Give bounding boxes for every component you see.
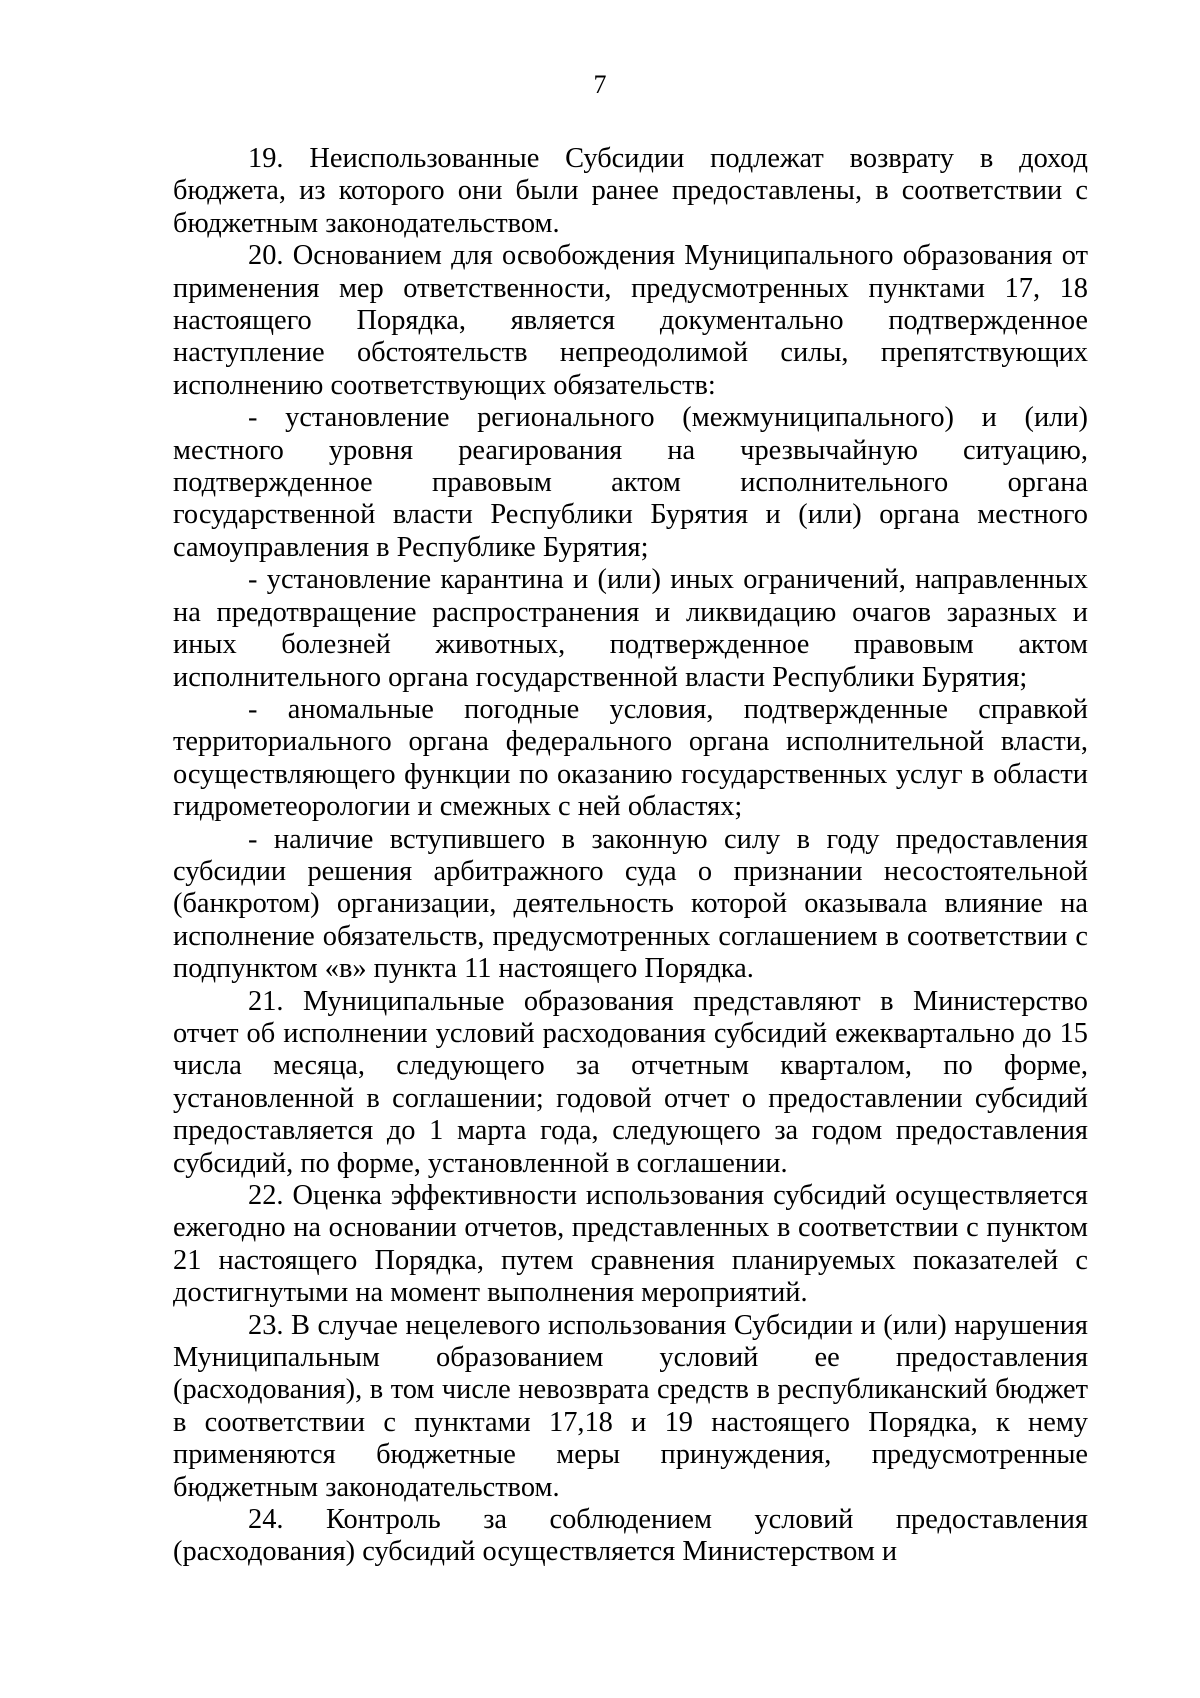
paragraph-21: 21. Муниципальные образования представляют в Министерство отчет об исполнении условий расходования субсидий ежеквартально до 15 числа месяца, следующего за отчетным кварталом, по форме, установленной в соглашении; годовой отчет о предоставлении субсидий предоставляется до 1 марта года, следующего за годом предоставления субсидий, по форме, установленной в соглашении. xyxy=(173,985,1088,1179)
paragraph-19: 19. Неиспользованные Субсидии подлежат возврату в доход бюджета, из которого они были ранее предоставлены, в соответствии с бюджетным законодательством. xyxy=(173,143,1088,239)
list-item-quarantine: - установление карантина и (или) иных ограничений, направленных на предотвращение распространения и ликвидацию очагов заразных и иных болезней животных, подтвержденное правовым актом исполнительного органа государственной власти Республики Бурятия; xyxy=(173,564,1088,693)
list-item-emergency: - установление регионального (межмуниципального) и (или) местного уровня реагирования на чрезвычайную ситуацию, подтвержденное правовым актом исполнительного органа государственной власти Республики Бурятия и (или) органа местного самоуправления в Республике Бурятия; xyxy=(173,402,1088,563)
paragraph-20: 20. Основанием для освобождения Муниципального образования от применения мер ответственности, предусмотренных пунктами 17, 18 настоящего Порядка, является документально подтвержденное наступление обстоятельств непреодолимой силы, препятствующих исполнению соответствующих обязательств: xyxy=(173,240,1088,401)
paragraph-22: 22. Оценка эффективности использования субсидий осуществляется ежегодно на основании отчетов, представленных в соответствии с пунктом 21 настоящего Порядка, путем сравнения планируемых показателей с достигнутыми на момент выполнения мероприятий. xyxy=(173,1180,1088,1309)
paragraph-24: 24. Контроль за соблюдением условий предоставления (расходования) субсидий осуществляется Министерством и xyxy=(173,1504,1088,1568)
page-number: 7 xyxy=(593,70,607,99)
paragraph-23: 23. В случае нецелевого использования Субсидии и (или) нарушения Муниципальным образованием условий ее предоставления (расходования), в том числе невозврата средств в республиканский бюджет в соответствии с пунктами 17,18 и 19 настоящего Порядка, к нему применяются бюджетные меры принуждения, предусмотренные бюджетным законодательством. xyxy=(173,1309,1088,1503)
document-body xyxy=(173,143,1088,1569)
list-item-weather: - аномальные погодные условия, подтвержденные справкой территориального органа федерального органа исполнительной власти, осуществляющего функции по оказанию государственных услуг в области гидрометеорологии и смежных с ней областях; xyxy=(173,693,1088,823)
list-item-bankruptcy: - наличие вступившего в законную силу в году предоставления субсидии решения арбитражного суда о признании несостоятельной (банкротом) организации, деятельность которой оказывала влияние на исполнение обязательств, предусмотренных соглашением в соответствии с подпунктом «в» пункта 11 настоящего Порядка. xyxy=(173,823,1088,985)
